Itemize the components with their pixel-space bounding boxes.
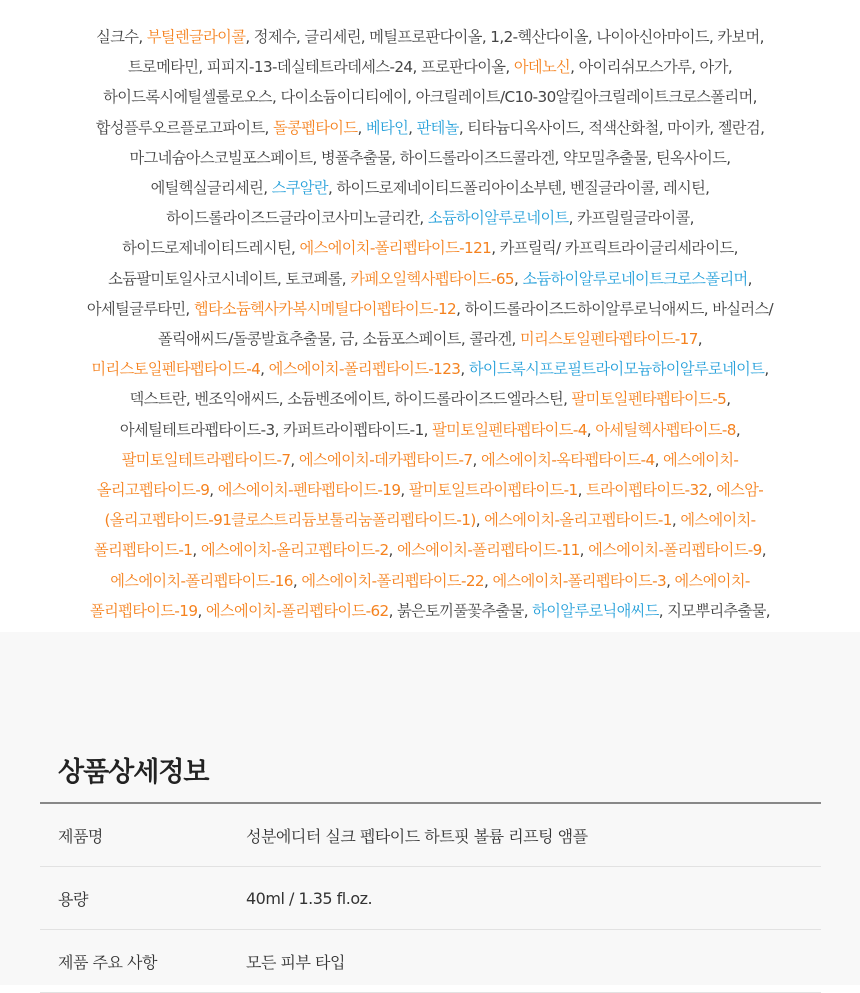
details-row-product-name: [40, 804, 821, 867]
ingredient-item: 트라이펩타이드-32: [586, 481, 708, 500]
ingredient-item: 글리세린: [304, 28, 361, 46]
ingredient-item: 미리스토일펜타펩타이드-4: [91, 360, 261, 379]
ingredient-item: 에스에이치-펜타펩타이드-19: [217, 481, 401, 500]
ingredient-item: 하이드롤라이즈드콜라겐: [399, 148, 555, 167]
details-row-volume: [40, 867, 821, 930]
ingredient-item: 에스에이치-폴리펩타이드-121: [299, 239, 492, 258]
ingredient-item: 팔미토일펜타펩타이드-4: [432, 420, 587, 439]
ingredient-item: 아크릴레이트/C10-30알킬아크릴레이트크로스폴리머: [415, 88, 753, 107]
ingredient-item: 판테놀: [416, 118, 459, 137]
ingredient-item: 베타인: [365, 118, 409, 137]
ingredient-item: 병풀추출물: [320, 148, 392, 167]
ingredient-item: 벤질글라이콜: [570, 179, 655, 198]
ingredient-item: 토코페롤: [285, 269, 342, 288]
ingredient-item: 에스에이치-폴리펩타이드-3: [492, 571, 667, 590]
ingredient-item: 에틸헥실글리세린: [150, 179, 264, 198]
details-value: 모든 피부 타입: [246, 952, 345, 972]
ingredient-item: 하이드로제네이티드레시틴: [122, 239, 292, 258]
details-label: 용량: [58, 889, 88, 909]
ingredient-item: 메틸프로판다이올: [369, 28, 482, 46]
ingredient-item: 벤조익애씨드: [194, 390, 279, 409]
ingredient-item: 하이알루로닉애씨드: [532, 601, 659, 620]
ingredient-item: 소듐하이알루로네이트크로스폴리머: [522, 269, 748, 288]
ingredient-item: 카보머: [717, 28, 760, 46]
ingredient-item: 금: [339, 330, 354, 349]
ingredient-item: 에스에이치-폴리펩타이드-123: [268, 360, 461, 379]
ingredient-item: 소듐포스페이트: [362, 330, 461, 349]
product-details-section: [0, 632, 860, 985]
ingredient-item: 틴옥사이드: [655, 148, 727, 167]
ingredient-item: 에스에이치-폴리펩타이드-11: [397, 541, 580, 560]
details-row-key-info: [40, 930, 821, 993]
details-label: 제품 주요 사항: [58, 952, 157, 972]
ingredient-item: 하이드록시프로필트라이모늄하이알루로네이트: [468, 360, 765, 379]
ingredient-item: 카프릴릭/ 카프릭트라이글리세라이드: [499, 239, 734, 258]
ingredient-item: 콜라겐: [469, 330, 512, 349]
ingredient-item: 하이드록시에틸셀룰로오스: [103, 88, 272, 107]
ingredient-item: 소듐팔미토일사코시네이트: [108, 269, 278, 288]
ingredient-item: 카퍼트라이펩타이드-1: [283, 420, 424, 439]
ingredient-item: 돌콩펩타이드: [273, 118, 358, 137]
ingredient-item: 소듐벤조에이트: [287, 390, 386, 409]
ingredient-item: 하이드롤라이즈드하이알루로닉애씨드: [464, 299, 704, 318]
ingredient-item: 에스에이치-폴리펩타이드-19: [90, 571, 750, 620]
ingredient-item: 스쿠알란: [271, 179, 328, 198]
ingredient-item: 다이소듐이디티에이: [280, 88, 408, 107]
ingredient-item: 아가: [699, 58, 728, 77]
ingredient-item: 팔미토일펜타펩타이드-5: [571, 390, 727, 409]
ingredient-item: 에스에이치-올리고펩타이드-9: [96, 450, 739, 500]
ingredient-item: 적색산화철: [588, 118, 659, 137]
ingredient-item: 에스에이치-옥타펩타이드-4: [480, 450, 655, 469]
ingredient-item: 팔미토일테트라펩타이드-7: [121, 450, 291, 469]
ingredient-item: 에스에이치-폴리펩타이드-1: [94, 511, 756, 560]
ingredient-item: 나이아신아마이드: [596, 28, 709, 46]
ingredient-item: 에스에이치-폴리펩타이드-22: [301, 571, 484, 590]
details-label: 제품명: [58, 826, 103, 846]
ingredient-item: 헵타소듐헥사카복시메틸다이펩타이드-12: [193, 299, 457, 318]
ingredient-item: 미리스토일펜타펩타이드-17: [520, 330, 698, 349]
ingredient-item: 아세틸글루타민: [86, 299, 186, 318]
ingredient-item: 피피지-13-데실테트라데세스-24: [206, 58, 413, 77]
ingredient-item: 약모밀추출물: [563, 148, 648, 167]
ingredient-item: 에스에이치-폴리펩타이드-9: [588, 541, 762, 560]
product-details-table: [40, 804, 821, 993]
ingredient-item: 에스에이치-올리고펩타이드-1: [484, 511, 672, 530]
ingredient-item: 카프릴릴글라이콜: [577, 209, 690, 228]
ingredients-list: 실크수, 부틸렌글라이콜, 정제수, 글리세린, 메틸프로판다이올, 1,2-헥산다이올, 나이아신아마이드, 카보머, 트로메타민, 피피지-13-데실테트라데세스-24, 프로판다이올, 아데노신, 아이리쉬모스가루, 아가, 하이드록시에틸셀룰로오스, 다이소듐이디티에이, 아크릴레이트/C10-30알킬아크릴레이트크로스폴리머, 합성플루오르플로고파이트, 돌콩펩타이드, 베타인, 판테놀, 티타늄디옥사이드, 적색산화철, 마이카, 젤란검, 마그네슘아스코빌포스페이트, 병풀추출물, 하이드롤라이즈드콜라겐, 약모밀추출물, 틴옥사이드, 에틸헥실글리세린, 스쿠알란, 하이드로제네이티드폴리아이소부텐, 벤질글라이콜, 레시틴, 하이드롤라이즈드글라이코사미노글리칸, 소듐하이알루로네이트, 카프릴릴글라이콜, 하이드로제네이티드레시틴, 에스에이치-폴리펩타이드-121, 카프릴릭/ 카프릭트라이글리세라이드, 소듐팔미토일사코시네이트, 토코페롤, 카페오일헥사펩타이드-65, 소듐하이알루로네이트크로스폴리머, 아세틸글루타민, 헵타소듐헥사카복시메틸다이펩타이드-12, 하이드롤라이즈드하이알루로닉애씨드, 바실러스/폴릭애씨드/돌콩발효추출물, 금, 소듐포스페이트, 콜라겐, 미리스토일펜타펩타이드-17, 미리스토일펜타펩타이드-4, 에스에이치-폴리펩타이드-123, 하이드록시프로필트라이모늄하이알루로네이트, 덱스트란, 벤조익애씨드, 소듐벤조에이트, 하이드롤라이즈드엘라스틴, 팔미토일펜타펩타이드-5, 아세틸테트라펩타이드-3, 카퍼트라이펩타이드-1, 팔미토일펜타펩타이드-4, 아세틸헥사펩타이드-8, 팔미토일테트라펩타이드-7, 에스에이치-데카펩타이드-7, 에스에이치-옥타펩타이드-4, 에스에이치-올리고펩타이드-9, 에스에이치-펜타펩타이드-19, 팔미토일트라이펩타이드-1, 트라이펩타이드-32, 에스암-(올리고펩타이드-91클로스트리듐보툴리눔폴리펩타이드-1), 에스에이치-올리고펩타이드-1, 에스에이치-폴리펩타이드-1, 에스에이치-올리고펩타이드-2, 에스에이치-폴리펩타이드-11, 에스에이치-폴리펩타이드-9, 에스에이치-폴리펩타이드-16, 에스에이치-폴리펩타이드-22, 에스에이치-폴리펩타이드-3, 에스에이치-폴리펩타이드-19, 에스에이치-폴리펩타이드-62, 붉은토끼풀꽃추출물, 하이알루로닉애씨드, 지모뿌리추출물,: [84, 22, 776, 656]
ingredient-item: 합성플루오르플로고파이트: [95, 118, 265, 137]
ingredient-item: 하이드롤라이즈드글라이코사미노글리칸: [166, 209, 420, 228]
ingredient-item: 티타늄디옥사이드: [467, 118, 580, 137]
product-details-title: 상품상세정보: [58, 757, 209, 788]
ingredient-item: 카페오일헥사펩타이드-65: [350, 269, 514, 288]
ingredient-item: 아데노신: [513, 58, 571, 77]
ingredient-item: 소듐하이알루로네이트: [427, 209, 569, 228]
ingredient-item: 에스에이치-폴리펩타이드-16: [110, 571, 293, 590]
ingredient-item: 하이드롤라이즈드엘라스틴: [394, 390, 564, 409]
ingredient-item: 정제수: [253, 28, 297, 46]
ingredient-item: 프로판다이올: [420, 58, 506, 77]
ingredient-item: 부틸렌글라이콜: [146, 28, 246, 46]
ingredient-item: 에스암-(올리고펩타이드-91클로스트리듐보툴리눔폴리펩타이드-1): [104, 481, 764, 530]
ingredient-item: 팔미토일트라이펩타이드-1: [408, 481, 578, 500]
ingredient-item: 에스에이치-데카펩타이드-7: [298, 450, 473, 469]
ingredient-item: 1,2-헥산다이올: [490, 28, 588, 46]
ingredient-item: 젤란검: [717, 118, 761, 137]
ingredient-item: 아세틸헥사펩타이드-8: [595, 420, 736, 439]
ingredient-item: 덱스트란: [129, 390, 186, 409]
ingredient-item: 에스에이치-올리고펩타이드-2: [200, 541, 389, 560]
ingredient-item: 붉은토끼풀꽃추출물: [397, 601, 524, 620]
ingredient-item: 아이리쉬모스가루: [578, 58, 692, 77]
ingredient-item: 실크수: [96, 28, 139, 46]
ingredient-item: 레시틴: [662, 179, 706, 198]
ingredient-item: 지모뿌리추출물: [667, 601, 766, 620]
ingredient-item: 바실러스/폴릭애씨드/돌콩발효추출물: [157, 299, 774, 349]
ingredient-item: 아세틸테트라펩타이드-3: [119, 420, 275, 439]
ingredient-item: 에스에이치-폴리펩타이드-62: [205, 601, 389, 620]
details-value: 40ml / 1.35 fl.oz.: [246, 888, 373, 908]
ingredient-item: 마이카: [667, 118, 710, 137]
ingredient-item: 하이드로제네이티드폴리아이소부텐: [336, 179, 562, 198]
ingredient-item: 마그네슘아스코빌포스페이트: [129, 148, 313, 167]
details-value: 성분에디터 실크 펩타이드 하트핏 볼륨 리프팅 앰플: [246, 826, 588, 846]
ingredient-item: 트로메타민: [127, 58, 199, 77]
